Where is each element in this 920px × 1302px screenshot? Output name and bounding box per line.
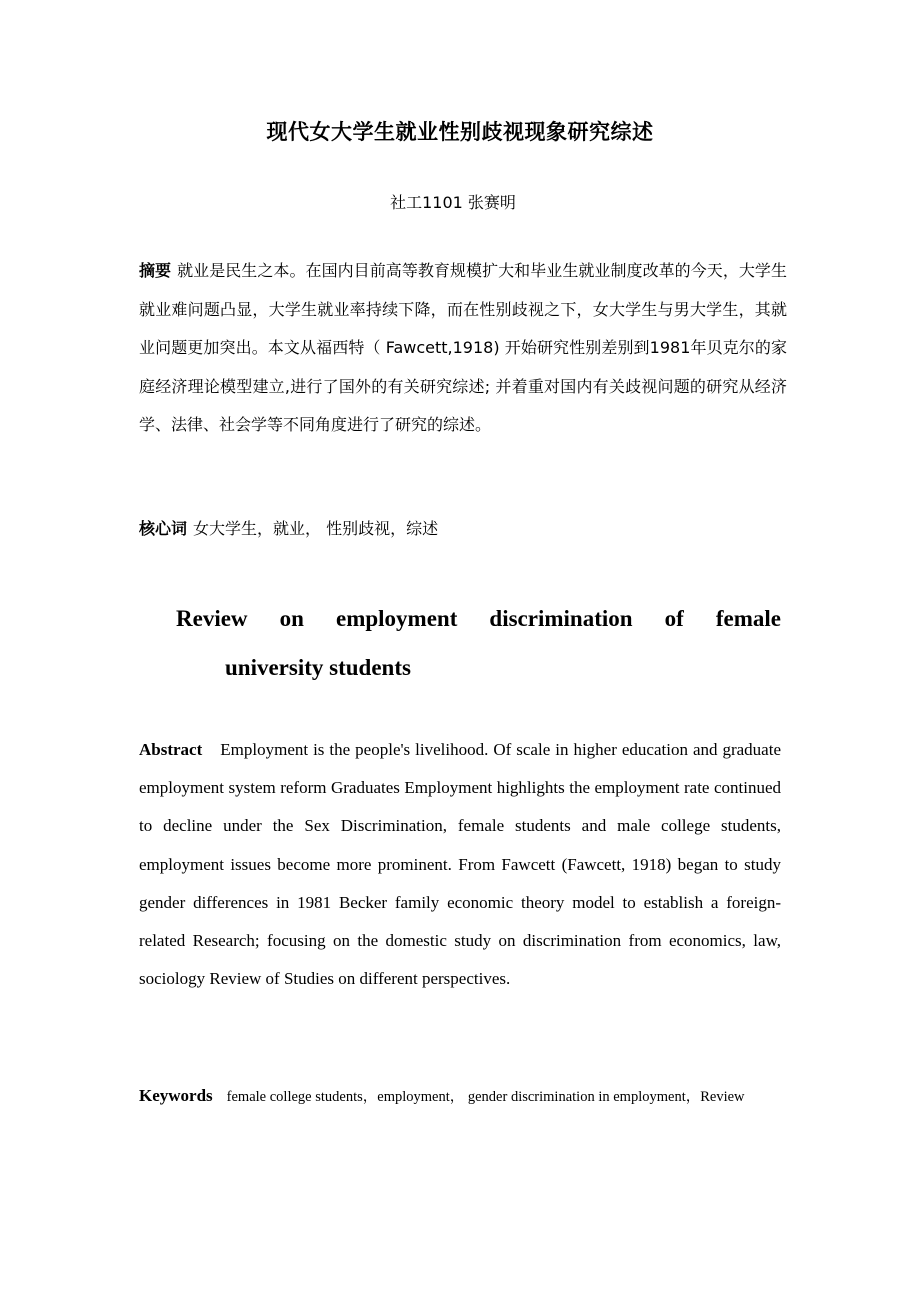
- chinese-abstract: [139, 252, 787, 445]
- english-title: [176, 594, 781, 692]
- english-abstract-text: Employment is the people's livelihood. Of scale in higher education and graduate employment system reform Graduates Employment highlights the employment rate continued to decline under the Sex Discrimination, female students and male college students, employment issues become more prominent. From Fawcett (Fawcett, 1918) began to study gender differences in 1981 Becker family economic theory model to establish a foreign-related Research; focusing on the domestic study on discrimination from economics, law, sociology Review of Studies on different perspectives.: [139, 740, 781, 989]
- chinese-abstract-text: 就业是民生之本。在国内目前高等教育规模扩大和毕业生就业制度改革的今天，大学生就业难问题凸显，大学生就业率持续下降，而在性别歧视之下，女大学生与男大学生，其就业问题更加突出。本文从福西特（ Fawcett,1918) 开始研究性别差别到1981年贝克尔的家庭经济理论模型建立,进行了国外的有关研究综述; 并着重对国内有关歧视问题的研究从经济学、法律、社会学等不同角度进行了研究的综述。: [139, 261, 787, 434]
- chinese-abstract-label: 摘要: [139, 261, 172, 280]
- english-title-line-1: Review on employment discrimination of female: [176, 606, 781, 631]
- english-keywords-text: female college students，employment， gender discrimination in employment，Review: [226, 1089, 745, 1105]
- chinese-title: 现代女大学生就业性别歧视现象研究综述: [266, 120, 654, 144]
- english-keywords-label: Keywords: [139, 1086, 213, 1105]
- english-keywords: [139, 1077, 781, 1116]
- chinese-keywords-label: 核心词: [139, 519, 188, 538]
- english-title-line-2: university students: [225, 655, 411, 680]
- chinese-keywords: [139, 516, 787, 539]
- english-abstract-label: Abstract: [139, 740, 203, 759]
- author-line: 社工1101 张赛明: [390, 193, 516, 212]
- chinese-keywords-text: 女大学生，就业， 性别歧视，综述: [193, 519, 439, 538]
- english-abstract: [139, 731, 781, 998]
